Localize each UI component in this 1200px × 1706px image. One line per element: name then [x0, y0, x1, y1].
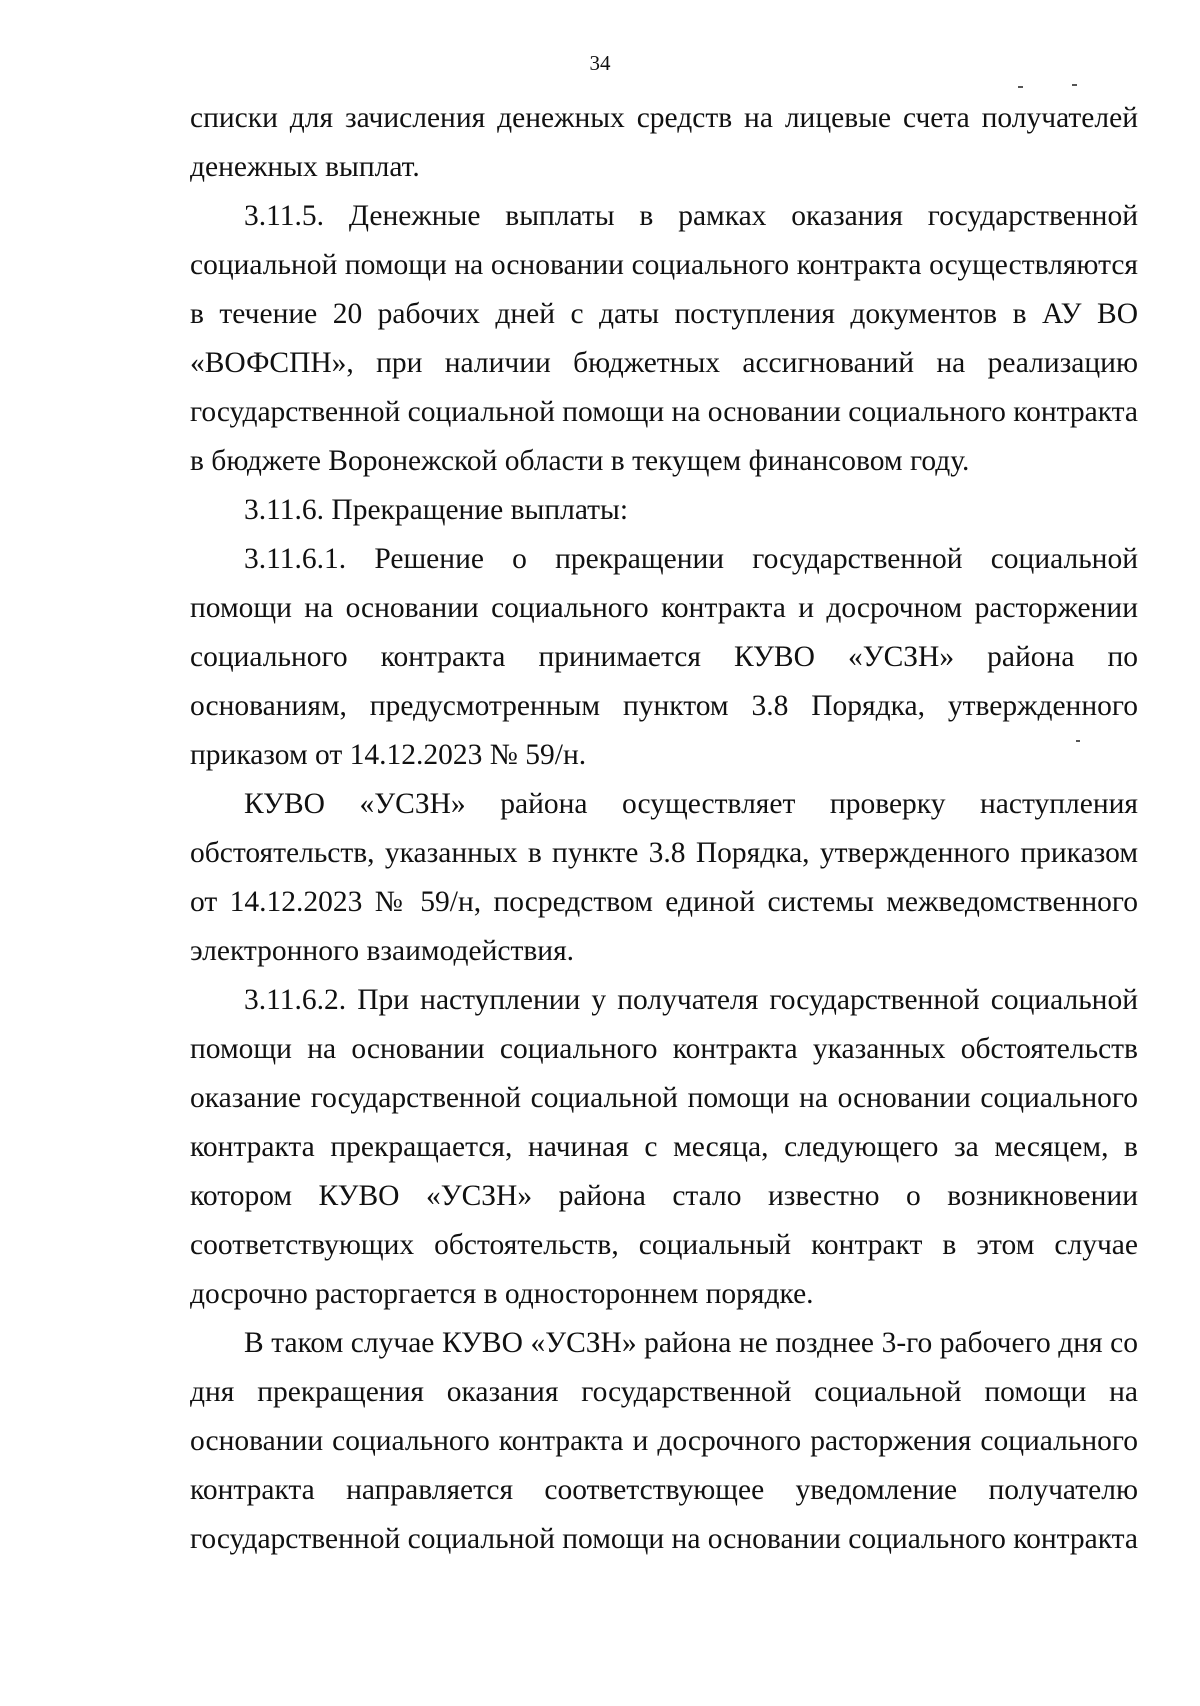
paragraph-3-11-6-1: 3.11.6.1. Решение о прекращении государственной социальной помощи на основании социального контракта и досрочном расторжении социального контракта принимается КУВО «УСЗН» района по основаниям, предусмотренным пунктом 3.8 Порядка, утвержденного приказом от 14.12.2023 № 59/н.: [190, 543, 1138, 771]
page-number: 34: [589, 51, 611, 75]
paragraph-continuation: списки для зачисления денежных средств на лицевые счета получателей денежных выплат.: [190, 102, 1138, 183]
paragraph-verification: КУВО «УСЗН» района осуществляет проверку наступления обстоятельств, указанных в пункте 3.8 Порядка, утвержденного приказом от 14.12.2023 № 59/н, посредством единой системы межведомственного электронного взаимодействия.: [190, 788, 1138, 967]
document-body: [190, 94, 1138, 1564]
paragraph-3-11-5: 3.11.5. Денежные выплаты в рамках оказания государственной социальной помощи на основании социального контракта осуществляются в течение 20 рабочих дней с даты поступления документов в АУ ВО «ВОФСПН», при наличии бюджетных ассигнований на реализацию государственной социальной помощи на основании социального контракта в бюджете Воронежской области в текущем финансовом году.: [190, 200, 1139, 477]
scan-speck: [1072, 84, 1077, 86]
paragraph-3-11-6-2: 3.11.6.2. При наступлении у получателя государственной социальной помощи на основании социального контракта указанных обстоятельств оказание государственной социальной помощи на основании социального контракта прекращается, начиная с месяца, следующего за месяцем, в котором КУВО «УСЗН» района стало известно о возникновении соответствующих обстоятельств, социальный контракт в этом случае досрочно расторгается в одностороннем порядке.: [190, 984, 1138, 1310]
scan-speck: [1018, 86, 1023, 88]
paragraph-notification: В таком случае КУВО «УСЗН» района не позднее 3-го рабочего дня со дня прекращения оказания государственной социальной помощи на основании социального контракта и досрочного расторжения социального контракта направляется соответствующее уведомление получателю государственной социальной помощи на основании социального контракта: [190, 1327, 1139, 1555]
paragraph-3-11-6: 3.11.6. Прекращение выплаты:: [244, 494, 629, 526]
